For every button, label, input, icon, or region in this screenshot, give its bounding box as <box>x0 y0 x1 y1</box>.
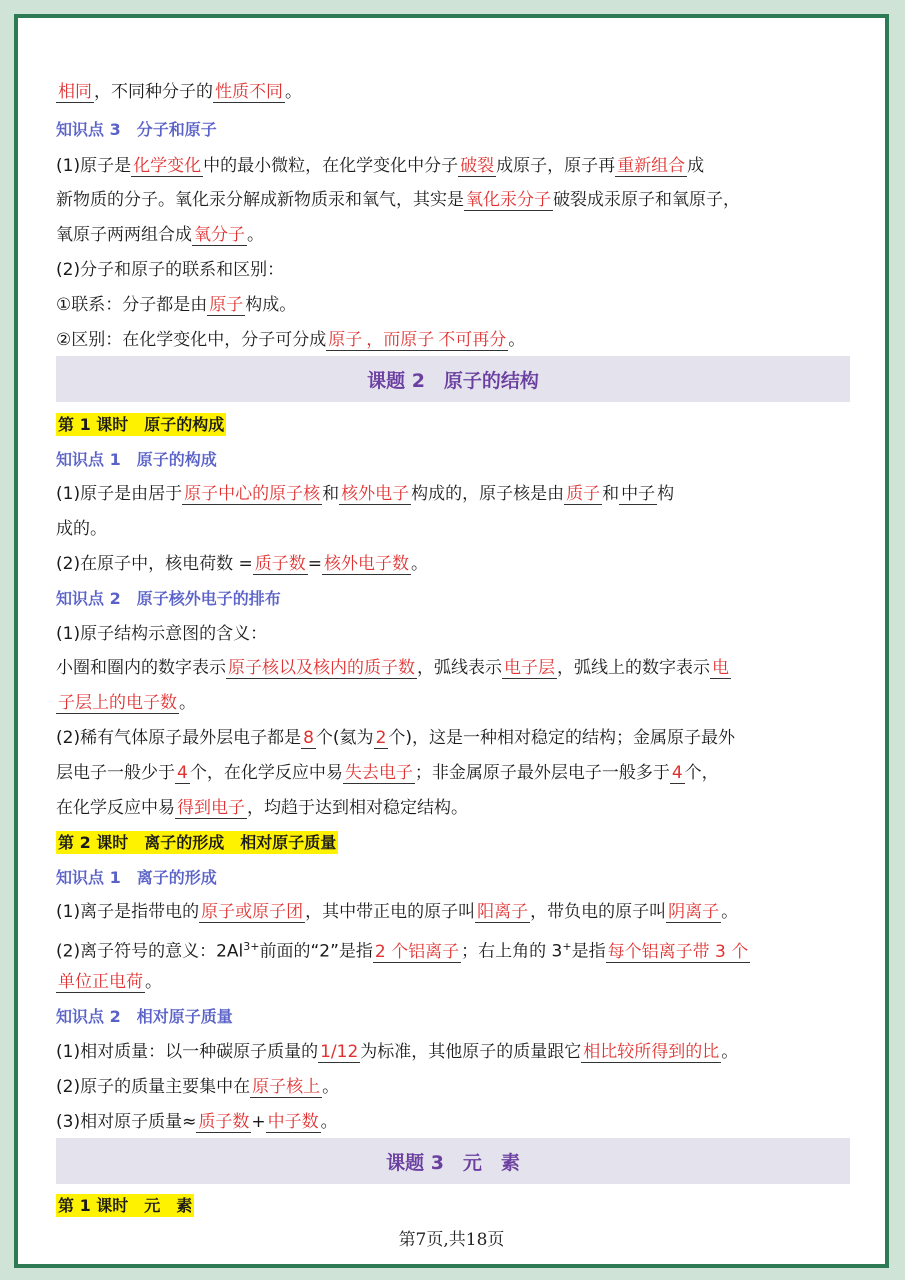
text-line <box>56 763 719 783</box>
text: (2)原子的质量主要集中在 <box>56 1077 251 1097</box>
text: 。 <box>179 693 196 713</box>
text: 。 <box>410 554 428 574</box>
knowledge-point-heading: 知识点 3 分子和原子 <box>56 120 217 139</box>
text: 为标准，其他原子的质量跟它 <box>360 1042 582 1062</box>
answer-blank: 化学变化 <box>133 156 202 176</box>
answer-blank: 核外电子 <box>341 484 410 504</box>
answer-blank: 核外电子数 <box>323 554 409 574</box>
text: 成 <box>687 156 705 176</box>
text: 。 <box>508 330 526 350</box>
text: 个(氦为 <box>315 728 374 748</box>
text-line <box>56 937 750 962</box>
text-line <box>56 484 674 504</box>
answer-blank: 电 <box>712 658 729 678</box>
lesson-label: 第 1 课时 元 素 <box>58 1196 193 1215</box>
text: ，弧线上的数字表示 <box>557 658 710 678</box>
answer-blank: 不可再分 <box>438 330 507 350</box>
answer-blank: 8 <box>303 728 314 748</box>
text-line <box>56 1112 338 1132</box>
answer-blank: 4 <box>177 763 188 783</box>
lesson-heading <box>56 1196 194 1216</box>
text: ，弧线表示 <box>417 658 502 678</box>
lesson-label: 第 2 课时 离子的形成 相对原子质量 <box>58 833 337 852</box>
text: (1)原子是 <box>56 156 132 176</box>
text: 构成。 <box>245 295 297 315</box>
answer-blank: 失去电子 <box>344 763 413 783</box>
answer-blank: 性质不同 <box>215 82 283 102</box>
section-banner: 课题 3 元 素 <box>56 1138 850 1184</box>
answer-blank: 质子数 <box>198 1112 250 1132</box>
text: ，均趋于达到相对稳定结构。 <box>247 798 468 818</box>
answer-blank: 原子或原子团 <box>201 902 304 922</box>
text-line <box>56 658 731 678</box>
answer-blank: 阴离子 <box>668 902 720 922</box>
answer-blank: 原子中心的原子核 <box>184 484 321 504</box>
lesson-heading <box>56 833 338 853</box>
text-line <box>56 225 264 245</box>
answer-blank: 2 个铝离子 <box>374 941 460 962</box>
text-line <box>56 902 738 922</box>
text-line <box>56 1077 339 1097</box>
text: 。 <box>145 972 162 992</box>
answer-blank: 相比较所得到的比 <box>583 1042 720 1062</box>
text: 。 <box>247 225 264 245</box>
text: 个，在化学反应中易 <box>189 763 343 783</box>
answer-blank: 破裂 <box>460 156 495 176</box>
superscript: + <box>562 940 572 953</box>
text: 破裂成汞原子和氧原子， <box>553 190 740 210</box>
knowledge-point-heading: 知识点 1 原子的构成 <box>56 450 217 469</box>
text: 。 <box>285 82 302 102</box>
text: (2)稀有气体原子最外层电子都是 <box>56 728 302 748</box>
answer-blank: 中子数 <box>267 1112 319 1132</box>
text-line <box>56 798 468 818</box>
text: 层电子一般少于 <box>56 763 175 783</box>
text: (3)相对原子质量≈ <box>56 1112 197 1132</box>
answer-blank: 1/12 <box>320 1042 359 1062</box>
page-number: 第7页,共18页 <box>398 1230 505 1250</box>
page-frame <box>14 14 889 1268</box>
text: (2)离子符号的意义：2Al <box>56 941 244 962</box>
text: 和 <box>602 484 620 504</box>
superscript: 3+ <box>243 940 260 953</box>
text-line: 成的。 <box>56 519 107 539</box>
answer-blank: 单位正电荷 <box>58 972 143 992</box>
text: (1)相对质量：以一种碳原子质量的 <box>56 1042 319 1062</box>
answer-blank: 重新组合 <box>617 156 686 176</box>
text: ①联系：分子都是由 <box>56 295 208 315</box>
answer-blank: 氧化汞分子 <box>466 190 551 210</box>
answer-blank: 中子 <box>621 484 656 504</box>
knowledge-point-heading: 知识点 2 原子核外电子的排布 <box>56 589 281 608</box>
section-banner: 课题 2 原子的结构 <box>56 356 850 402</box>
text: 构 <box>657 484 675 504</box>
text-line <box>56 728 735 748</box>
answer-blank: 相同 <box>58 82 92 102</box>
text-line <box>56 330 525 350</box>
text: ；非金属原子最外层电子一般多于 <box>414 763 670 783</box>
answer-blank: 电子层 <box>504 658 555 678</box>
answer-blank: ，而原子 <box>366 330 435 350</box>
text-line: (1)原子结构示意图的含义： <box>56 624 268 644</box>
text: ；右上角的 3 <box>461 941 563 962</box>
answer-blank: 2 <box>375 728 387 748</box>
knowledge-point-heading: 知识点 2 相对原子质量 <box>56 1007 233 1026</box>
lesson-heading <box>56 415 226 435</box>
text: 前面的“2”是指 <box>259 941 373 962</box>
text: 个)，这是一种相对稳定的结构；金属原子最外 <box>388 728 736 748</box>
text: (1)原子是由居于 <box>56 484 183 504</box>
answer-blank: 原子 <box>209 295 244 315</box>
text: 。 <box>721 902 739 922</box>
text: 成原子，原子再 <box>496 156 616 176</box>
answer-blank: 氧分子 <box>194 225 245 245</box>
text: 。 <box>322 1077 340 1097</box>
answer-blank: 阳离子 <box>477 902 529 922</box>
answer-blank: 原子核上 <box>252 1077 321 1097</box>
text: 是指 <box>571 941 606 962</box>
text: 新物质的分子。氧化汞分解成新物质汞和氧气，其实是 <box>56 190 464 210</box>
text-line <box>56 693 196 713</box>
answer-blank: 原子 <box>328 330 363 350</box>
answer-blank: 4 <box>671 763 683 783</box>
text: 小圈和圈内的数字表示 <box>56 658 226 678</box>
text: ，不同种分子的 <box>94 82 213 102</box>
text: 和 <box>322 484 340 504</box>
text: + <box>251 1112 266 1132</box>
text: 构成的，原子核是由 <box>411 484 565 504</box>
text: 在化学反应中易 <box>56 798 175 818</box>
text-line <box>56 295 296 315</box>
text: ，带负电的原子叫 <box>530 902 667 922</box>
text-line: (2)分子和原子的联系和区别： <box>56 260 285 280</box>
lesson-label: 第 1 课时 原子的构成 <box>58 415 225 434</box>
answer-blank: 每个铝离子带 3 个 <box>607 941 749 962</box>
answer-blank: 原子核以及核内的质子数 <box>228 658 415 678</box>
text-line <box>56 190 740 210</box>
text: 。 <box>721 1042 739 1062</box>
text: (2)在原子中，核电荷数 = <box>56 554 253 574</box>
text: ②区别：在化学变化中，分子可分成 <box>56 330 327 350</box>
answer-blank: 质子 <box>566 484 601 504</box>
answer-blank: 质子数 <box>254 554 306 574</box>
text: 氧原子两两组合成 <box>56 225 192 245</box>
text: = <box>307 554 322 574</box>
text: 。 <box>320 1112 338 1132</box>
text-line <box>56 554 428 574</box>
text-line <box>56 972 162 992</box>
text: ，其中带正电的原子叫 <box>305 902 476 922</box>
text-line <box>56 82 302 102</box>
answer-blank: 得到电子 <box>177 798 245 818</box>
text-line <box>56 156 704 176</box>
knowledge-point-heading: 知识点 1 离子的形成 <box>56 868 217 887</box>
text: 个， <box>684 763 719 783</box>
text: (1)离子是指带电的 <box>56 902 200 922</box>
text-line <box>56 1042 738 1062</box>
answer-blank: 子层上的电子数 <box>58 693 177 713</box>
text: 中的最小微粒，在化学变化中分子 <box>203 156 459 176</box>
